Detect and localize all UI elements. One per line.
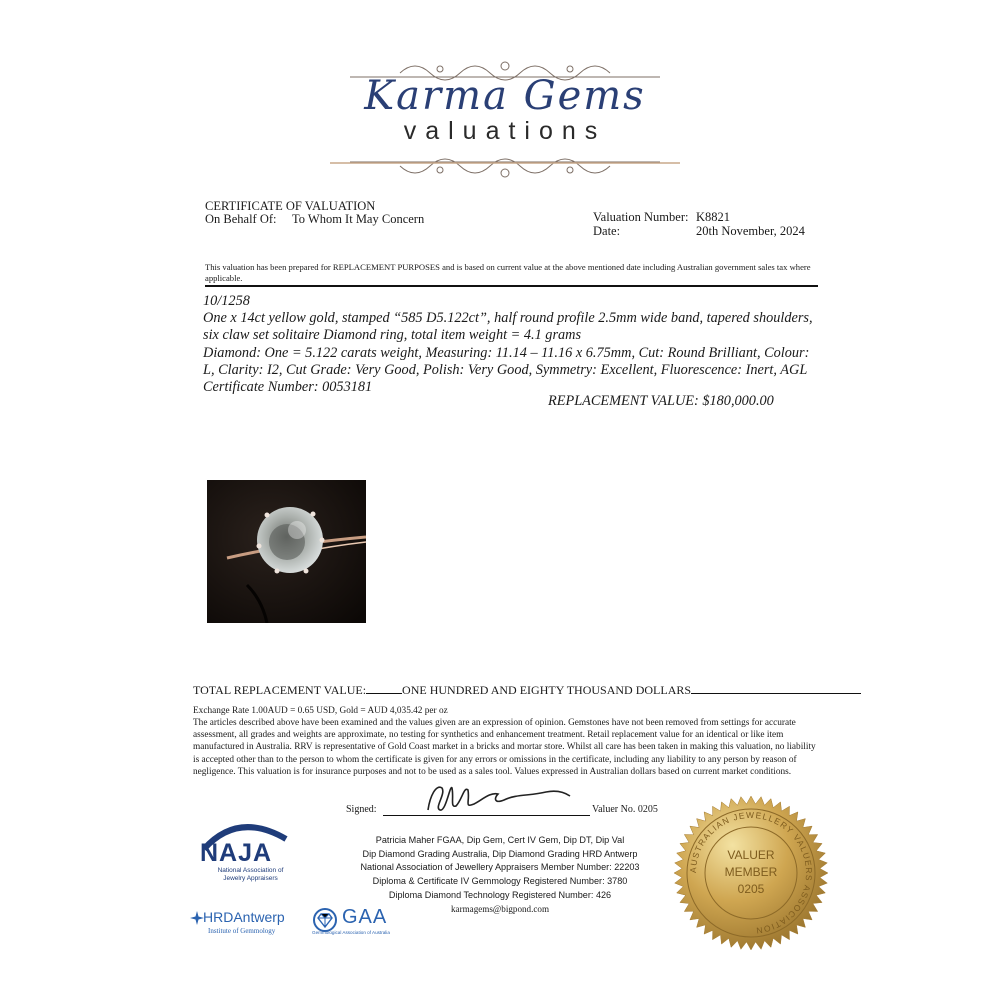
naja-wordmark: NAJA: [200, 839, 273, 867]
item-reference: 10/1258: [203, 293, 250, 309]
date-label: Date:: [593, 224, 621, 238]
credential-line: Dip Diamond Grading Australia, Dip Diamond Grading HRD Antwerp: [362, 848, 638, 859]
seal-emblem: [673, 795, 829, 951]
credential-line: Patricia Maher FGAA, Dip Gem, Cert IV Gem, Dip DT, Dip Val: [375, 835, 625, 845]
diamond-details: Diamond: One = 5.122 carats weight, Measuring: 11.14 – 11.16 x 6.75mm, Cut: Round Brilliant, Colour: L, Clarity: I2, Cut Grade: Very Good, Polish: Very Good, Symmetry: Excellent, Fluorescence: Inert, AGL Certificate Number: 0053181: [203, 345, 810, 395]
behalf-value: To Whom It May Concern: [292, 212, 425, 226]
valuation-number-label: Valuation Number:: [593, 210, 689, 224]
gaa-gem-icon: [312, 908, 338, 932]
signed-label: Signed:: [346, 804, 377, 815]
gaa-logo: [312, 906, 422, 938]
behalf-label: On Behalf Of:: [205, 212, 277, 226]
credential-line: National Association of Jewellery Appraisers Member Number: 22203: [360, 862, 640, 873]
header-divider: [205, 285, 818, 287]
item-description: One x 14ct yellow gold, stamped “585 D5.122ct”, half round profile 2.5mm wide band, tapered shoulders, six claw set solitaire Diamond ring, total item weight = 4.1 grams: [203, 310, 813, 343]
valuer-number: Valuer No. 0205: [592, 804, 658, 815]
valuation-date: 20th November, 2024: [696, 224, 805, 238]
valuation-number: K8821: [696, 210, 731, 224]
purpose-note: This valuation has been prepared for REPLACEMENT PURPOSES and is based on current value at the above mentioned date including Australian government sales tax where applicable.: [205, 262, 811, 283]
total-value-line: [193, 683, 861, 698]
credential-line: Diploma Diamond Technology Registered Number: 426: [388, 889, 612, 900]
total-value-label: TOTAL REPLACEMENT VALUE:: [193, 683, 367, 697]
seal-ring-text: AUSTRALIAN JEWELLERY VALUERS ASSOCIATION: [687, 809, 815, 936]
hrd-subtitle: Institute of Gemmology: [208, 927, 276, 935]
replacement-value: REPLACEMENT VALUE: $180,000.00: [548, 393, 774, 409]
logo-valuations-text: valuations: [403, 117, 607, 145]
hrd-wordmark: HRDAntwerp: [203, 909, 285, 925]
total-value-words: ONE HUNDRED AND EIGHTY THOUSAND DOLLARS: [402, 683, 692, 697]
ring-image: [207, 480, 366, 623]
contact-email: karmagems@bigpond.com: [450, 903, 550, 914]
naja-subtitle: Jewelry Appraisers: [223, 874, 278, 882]
ring-photo: [207, 480, 366, 623]
seal-line-3: 0205: [737, 882, 765, 896]
hrd-logo: [190, 907, 295, 937]
hrd-star-icon: [190, 911, 204, 925]
naja-subtitle: National Association of: [217, 867, 284, 874]
company-logo: [330, 55, 680, 185]
gaa-wordmark: GAA: [342, 906, 388, 928]
valuer-seal: [673, 795, 829, 951]
exchange-rate: Exchange Rate 1.00AUD = 0.65 USD, Gold = AUD 4,035.42 per oz: [193, 706, 448, 716]
credential-line: Diploma & Certificate IV Gemmology Registered Number: 3780: [372, 876, 628, 887]
logo-script-text: Karma Gems: [364, 73, 646, 119]
seal-line-1: VALUER: [727, 848, 775, 862]
handwritten-signature: [420, 778, 580, 818]
certificate-title: CERTIFICATE OF VALUATION: [205, 199, 376, 213]
gaa-subtitle: Gemmological Association of Australia: [312, 930, 390, 935]
naja-logo: [198, 815, 293, 887]
disclaimer: The articles described above have been examined and the values given are an expression of opinion. Gemstones have not been removed from settings for accurate assessment, all grades and weights are approximate, no testing for synthetics and enhancement treatment. Retail replacement value for an identical or like item manufactured in Australia. RRV is representative of Gold Coast market in a bricks and mortar store. Whilst all care has been taken in making this valuation, no liability is accepted other than to the person to whom the certificate is given for any errors or omissions in the certificate, including any liability to any person by reason of negligence. This valuation is for insurance purposes and not to be used as a sales tool. Values expressed in Australian dollars based on current market conditions.: [193, 718, 816, 777]
seal-line-2: MEMBER: [724, 865, 778, 879]
credentials-block: [340, 834, 660, 916]
